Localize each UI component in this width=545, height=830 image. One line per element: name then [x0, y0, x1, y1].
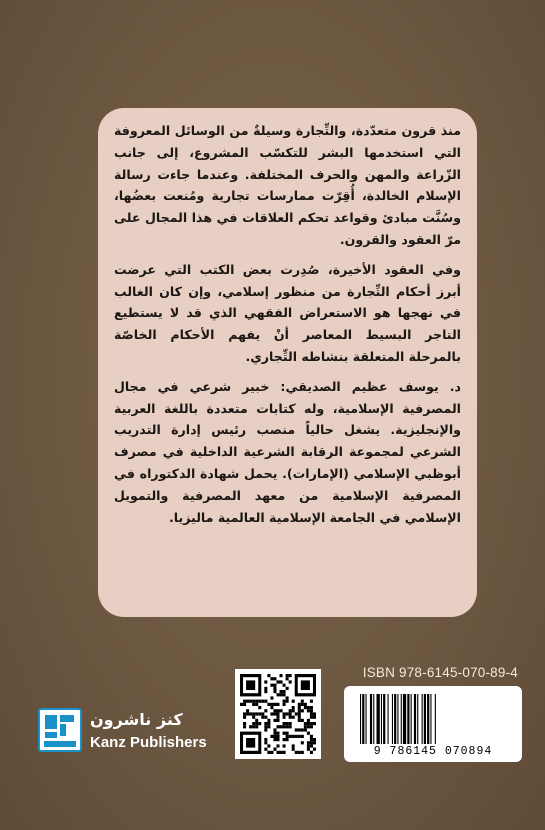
barcode-digits: 9 786145 070894	[373, 745, 493, 758]
publisher-name-arabic: كنز ناشرون	[90, 710, 183, 729]
barcode-bars-icon	[358, 694, 508, 744]
qr-code	[235, 669, 321, 759]
publisher-block	[38, 706, 238, 762]
isbn-label: ISBN 978-6145-070-89-4	[362, 665, 518, 680]
synopsis-paragraph-1: منذ قرون متعدّدة، والتِّجارة وسيلةٌ من الوسائل المعروفة التي استخدمها البشر للتكسّب المشروع، إلى جانب الزّراعة والمهن والحرف المختلفة. وعندما جاءت رسالة الإسلام الخالدة، أُقِرّت ممارسات تجارية ومُنعت بعضُها، وسُنَّت مبادئ وقواعد تحكم العلاقات في هذا المجال على مرّ العقود والقرون.	[114, 123, 461, 247]
author-bio-paragraph: د. يوسف عظيم الصديقي: خبير شرعي في مجال المصرفية الإسلامية، وله كتابات متعددة باللغة العربية والإنجليزية. يشغل حالياً منصب رئيس إدارة التدريب الشرعي لمجموعة الرقابة الشرعية الداخلية في مصرف أبوظبي الإسلامي (الإمارات). يحمل شهادة الدكتوراه في المصرفية الإسلامية من معهد المصرفية والتمويل الإسلامي في الجامعة الإسلامية العالمية ماليزيا.	[114, 378, 461, 525]
publisher-logo-icon	[38, 708, 82, 752]
isbn-barcode	[344, 686, 522, 762]
qr-code-icon	[240, 674, 316, 754]
publisher-name-english: Kanz Publishers	[90, 734, 207, 751]
synopsis-paragraph-2: وفي العقود الأخيرة، صُدِرت بعض الكتب التي عرضت أبرز أحكام التِّجارة من منظور إسلامي، وإن كان الغالب في نهجها هو الاستعراض الفقهي الذي قد لا يستطيع التاجر البسيط المعاصر أنْ يفهم الأحكام الخاصّة بالمرحلة المتعلقة بنشاطه التِّجاري.	[114, 261, 461, 364]
synopsis-panel	[98, 108, 477, 617]
